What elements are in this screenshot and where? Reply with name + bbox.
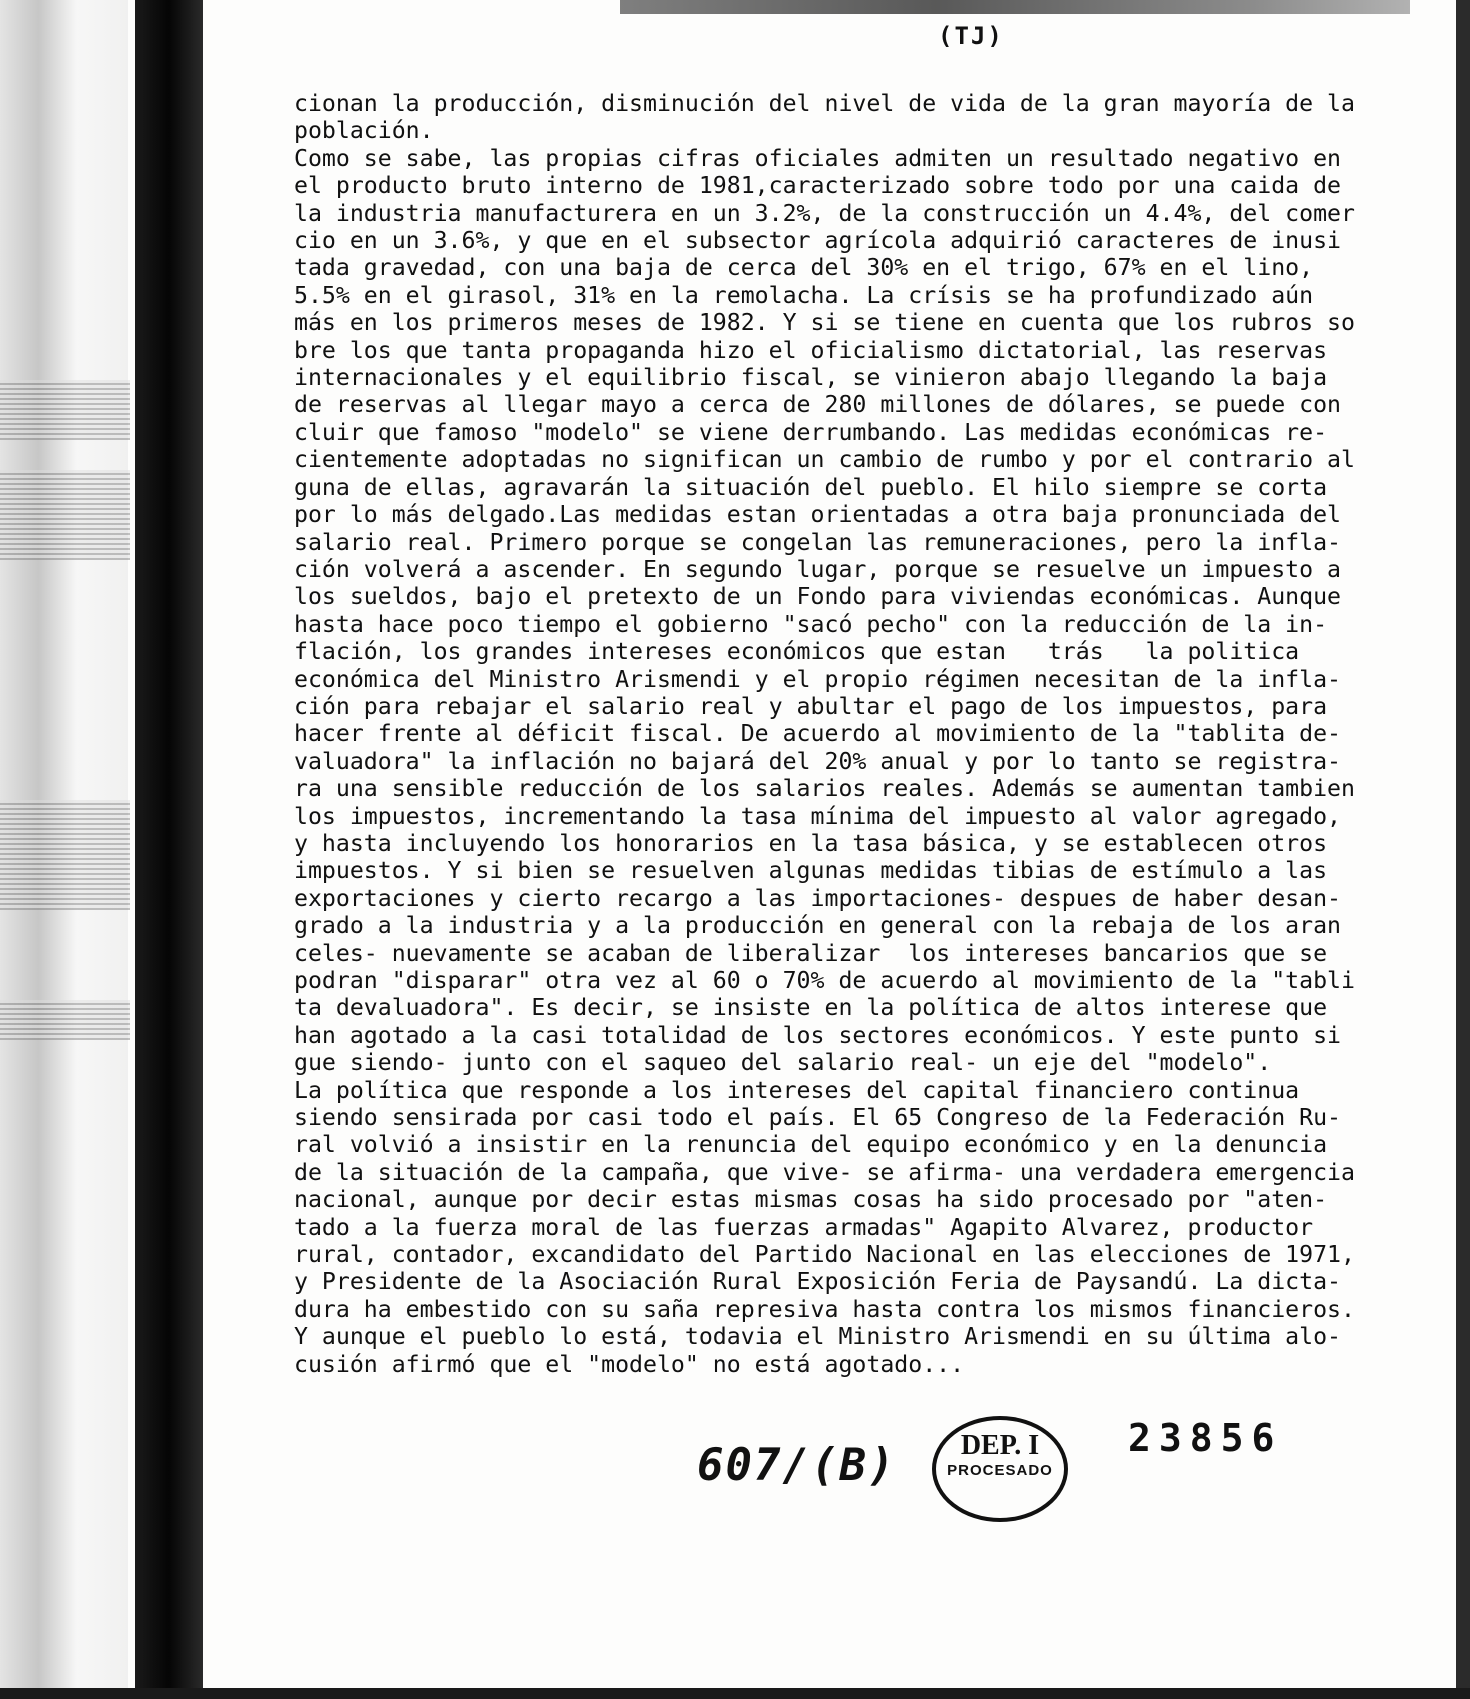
text-line: impuestos. Y si bien se resuelven algunas medidas tibias de estímulo a las: [294, 857, 1328, 885]
text-line: La política que responde a los intereses del capital financiero continua: [294, 1076, 1300, 1104]
text-line: hacer frente al déficit fiscal. De acuerdo al movimiento de la "tablita de-: [294, 720, 1342, 748]
text-line: dura ha embestido con su saña represiva hasta contra los mismos financieros.: [294, 1295, 1355, 1323]
scan-noise: [0, 1000, 130, 1040]
text-line: de la situación de la campaña, que vive- se afirma- una verdadera emergencia: [294, 1158, 1355, 1186]
text-line: han agotado a la casi totalidad de los sectores económicos. Y este punto si: [294, 1021, 1342, 1049]
text-line: ción volverá a ascender. En segundo lugar, porque se resuelve un impuesto a: [294, 555, 1342, 583]
text-line: salario real. Primero porque se congelan las remuneraciones, pero la infla-: [294, 528, 1342, 556]
text-line: ción para rebajar el salario real y abultar el pago de los impuestos, para: [294, 692, 1328, 720]
handwritten-reference: 607/(B): [697, 1440, 897, 1491]
text-line: exportaciones y cierto recargo a las importaciones- despues de haber desan-: [294, 884, 1342, 912]
text-line: internacionales y el equilibrio fiscal, se vinieron abajo llegando la baja: [294, 364, 1328, 392]
text-line: nacional, aunque por decir estas mismas cosas ha sido procesado por "aten-: [294, 1186, 1328, 1214]
text-line: ral volvió a insistir en la renuncia del equipo económico y en la denuncia: [294, 1131, 1328, 1159]
header-mark: (TJ): [938, 22, 1004, 50]
text-line: la industria manufacturera en un 3.2%, de la construcción un 4.4%, del comer: [294, 199, 1355, 227]
text-line: Y aunque el pueblo lo está, todavia el Ministro Arismendi en su última alo-: [294, 1323, 1342, 1351]
text-line: bre los que tanta propaganda hizo el oficialismo dictatorial, las reservas: [294, 336, 1328, 364]
scan-binding-shadow: [135, 0, 203, 1699]
scan-noise: [0, 380, 130, 440]
text-line: cusión afirmó que el "modelo" no está agotado...: [294, 1350, 965, 1378]
text-line: ra una sensible reducción de los salarios reales. Además se aumentan tambien: [294, 775, 1355, 803]
text-line: siendo sensirada por casi todo el país. El 65 Congreso de la Federación Ru-: [294, 1104, 1342, 1132]
text-line: más en los primeros meses de 1982. Y si se tiene en cuenta que los rubros so: [294, 309, 1355, 337]
department-stamp: [932, 1416, 1068, 1522]
text-line: económica del Ministro Arismendi y el propio régimen necesitan de la infla-: [294, 665, 1342, 693]
text-line: hasta hace poco tiempo el gobierno "sacó pecho" con la reducción de la in-: [294, 610, 1328, 638]
text-line: población.: [294, 117, 434, 145]
text-line: valuadora" la inflación no bajará del 20% anual y por lo tanto se registra-: [294, 747, 1342, 775]
text-line: podran "disparar" otra vez al 60 o 70% de acuerdo al movimiento de la "tabli: [294, 967, 1355, 994]
body-text: [294, 90, 1414, 1378]
text-line: tado a la fuerza moral de las fuerzas armadas" Agapito Alvarez, productor: [294, 1213, 1314, 1241]
scan-top-edge: [620, 0, 1410, 14]
stamp-sub-text: PROCESADO: [947, 1462, 1053, 1479]
text-line: guna de ellas, agravarán la situación del pueblo. El hilo siempre se corta: [294, 473, 1328, 501]
text-line: cio en un 3.6%, y que en el subsector agrícola adquirió caracteres de inusi: [294, 227, 1342, 255]
text-line: cluir que famoso "modelo" se viene derrumbando. Las medidas económicas re-: [294, 418, 1328, 446]
text-line: por lo más delgado.Las medidas estan orientadas a otra baja pronunciada del: [294, 501, 1342, 529]
text-line: grado a la industria y a la producción en general con la rebaja de los aran: [294, 912, 1342, 940]
text-line: cionan la producción, disminución del nivel de vida de la gran mayoría de la: [294, 90, 1355, 117]
text-line: cientemente adoptadas no significan un cambio de rumbo y por el contrario al: [294, 446, 1355, 474]
text-line: ta devaluadora". Es decir, se insiste en la política de altos interese que: [294, 994, 1328, 1022]
text-line: los sueldos, bajo el pretexto de un Fondo para viviendas económicas. Aunque: [294, 583, 1342, 611]
scan-noise: [0, 470, 130, 560]
text-line: gue siendo- junto con el saqueo del salario real- un eje del "modelo".: [294, 1049, 1272, 1077]
scan-right-edge: [1456, 0, 1470, 1699]
stamp-main-text: DEP. I: [960, 1430, 1040, 1461]
scan-noise: [0, 800, 130, 910]
text-line: y hasta incluyendo los honorarios en la tasa básica, y se establecen otros: [294, 829, 1328, 857]
text-line: tada gravedad, con una baja de cerca del 30% en el trigo, 67% en el lino,: [294, 254, 1314, 282]
text-line: de reservas al llegar mayo a cerca de 280 millones de dólares, se puede con: [294, 391, 1342, 419]
text-line: rural, contador, excandidato del Partido Nacional en las elecciones de 1971,: [294, 1241, 1355, 1269]
text-line: Como se sabe, las propias cifras oficiales admiten un resultado negativo en: [294, 144, 1342, 172]
scan-bottom-edge: [0, 1688, 1470, 1699]
text-line: el producto bruto interno de 1981,caracterizado sobre todo por una caida de: [294, 172, 1342, 200]
text-line: 5.5% en el girasol, 31% en la remolacha. La crísis se ha profundizado aún: [294, 281, 1314, 309]
document-number: 23856: [1128, 1416, 1283, 1460]
text-line: flación, los grandes intereses económicos que estan trás la politica: [294, 638, 1300, 666]
text-line: celes- nuevamente se acaban de liberalizar los intereses bancarios que se: [294, 939, 1328, 967]
text-line: los impuestos, incrementando la tasa mínima del impuesto al valor agregado,: [294, 802, 1342, 830]
text-line: y Presidente de la Asociación Rural Exposición Feria de Paysandú. La dicta-: [294, 1268, 1342, 1296]
